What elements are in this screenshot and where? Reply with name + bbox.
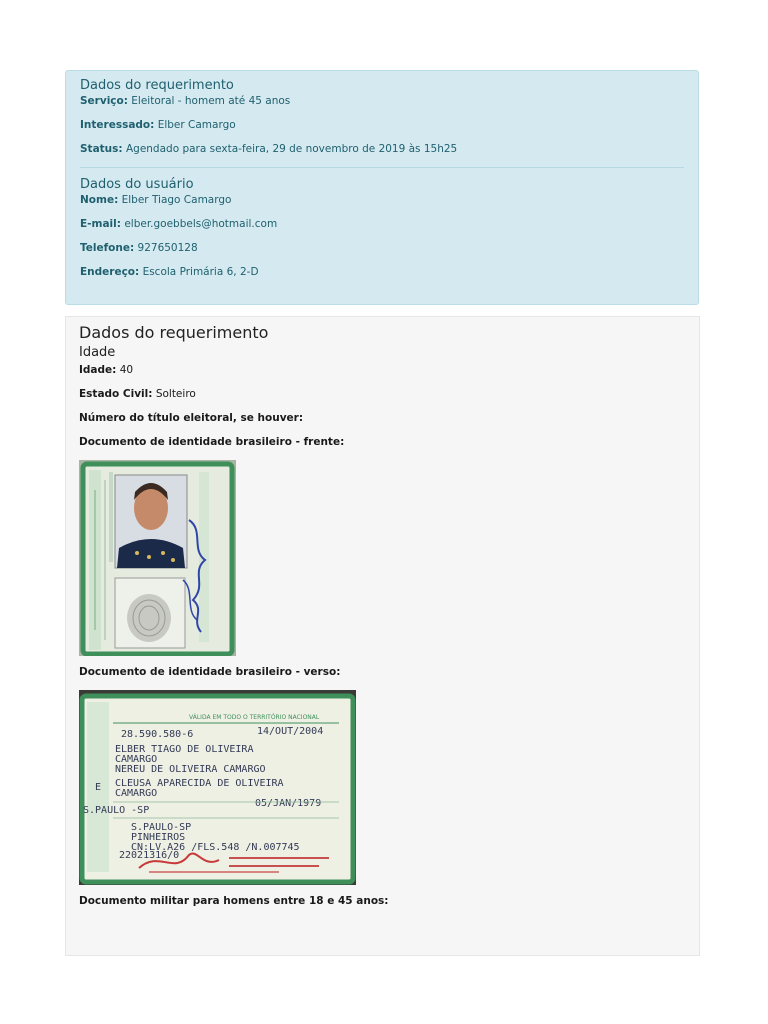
id-back-label: Documento de identidade brasileiro - verso: <box>79 666 341 678</box>
service-label: Serviço: <box>80 95 128 107</box>
phone-row <box>80 242 684 254</box>
status-row <box>80 143 684 155</box>
id-back-row <box>79 666 686 678</box>
civil-status-value: Solteiro <box>155 388 196 400</box>
phone-value: 927650128 <box>137 242 198 254</box>
panel-divider <box>80 167 684 168</box>
card-mother-line1: CLEUSA APARECIDA DE OLIVEIRA <box>115 778 284 789</box>
request-details-panel <box>65 316 700 956</box>
request-info-panel <box>65 70 699 305</box>
card-cpf-fragment: 22021316/0 <box>119 850 180 861</box>
voter-id-label: Número do título eleitoral, se houver: <box>79 412 304 424</box>
email-row <box>80 218 684 230</box>
address-row <box>80 266 684 278</box>
voter-id-row <box>79 412 686 424</box>
service-value: Eleitoral - homem até 45 anos <box>131 95 291 107</box>
name-row <box>80 194 684 206</box>
age-label: Idade: <box>79 364 117 376</box>
address-label: Endereço: <box>80 266 140 278</box>
civil-status-label: Estado Civil: <box>79 388 153 400</box>
address-value: Escola Primária 6, 2-D <box>142 266 259 278</box>
id-back-image[interactable] <box>79 690 356 885</box>
email-value: elber.goebbels@hotmail.com <box>124 218 278 230</box>
card-header-text: VÁLIDA EM TODO O TERRITÓRIO NACIONAL <box>189 714 320 721</box>
card-father: NEREU DE OLIVEIRA CAMARGO <box>115 764 266 775</box>
military-doc-row <box>79 895 686 907</box>
id-front-image[interactable] <box>79 460 236 656</box>
id-front-row <box>79 436 686 448</box>
card-mother-prefix: E <box>95 782 102 793</box>
age-row <box>79 364 686 376</box>
card-mother-line2: CAMARGO <box>115 788 158 799</box>
card-birth-date: 05/JAN/1979 <box>255 798 322 809</box>
card-origin-line3: CN:LV.A26 /FLS.548 /N.007745 <box>131 842 300 853</box>
service-row <box>80 95 684 107</box>
card-reg-number: 28.590.580-6 <box>121 729 194 740</box>
name-value: Elber Tiago Camargo <box>121 194 232 206</box>
age-subheading: Idade <box>79 345 116 360</box>
card-origin-line1: S.PAULO-SP <box>131 822 192 833</box>
card-origin-line2: PINHEIROS <box>131 832 186 843</box>
name-label: Nome: <box>80 194 119 206</box>
user-heading: Dados do usuário <box>80 177 194 192</box>
applicant-label: Interessado: <box>80 119 155 131</box>
status-value: Agendado para sexta-feira, 29 de novembro de 2019 às 15h25 <box>125 143 458 155</box>
card-birthplace: S.PAULO -SP <box>83 805 150 816</box>
applicant-row <box>80 119 684 131</box>
status-label: Status: <box>80 143 123 155</box>
email-label: E-mail: <box>80 218 121 230</box>
details-heading: Dados do requerimento <box>79 323 269 342</box>
card-name-line2: CAMARGO <box>115 754 158 765</box>
phone-label: Telefone: <box>80 242 135 254</box>
request-heading: Dados do requerimento <box>80 78 234 93</box>
card-name-line1: ELBER TIAGO DE OLIVEIRA <box>115 744 254 755</box>
civil-status-row <box>79 388 686 400</box>
military-doc-label: Documento militar para homens entre 18 e 45 anos: <box>79 895 389 907</box>
applicant-value: Elber Camargo <box>157 119 236 131</box>
age-value: 40 <box>119 364 134 376</box>
id-front-label: Documento de identidade brasileiro - frente: <box>79 436 345 448</box>
card-issue-date: 14/OUT/2004 <box>257 726 324 737</box>
